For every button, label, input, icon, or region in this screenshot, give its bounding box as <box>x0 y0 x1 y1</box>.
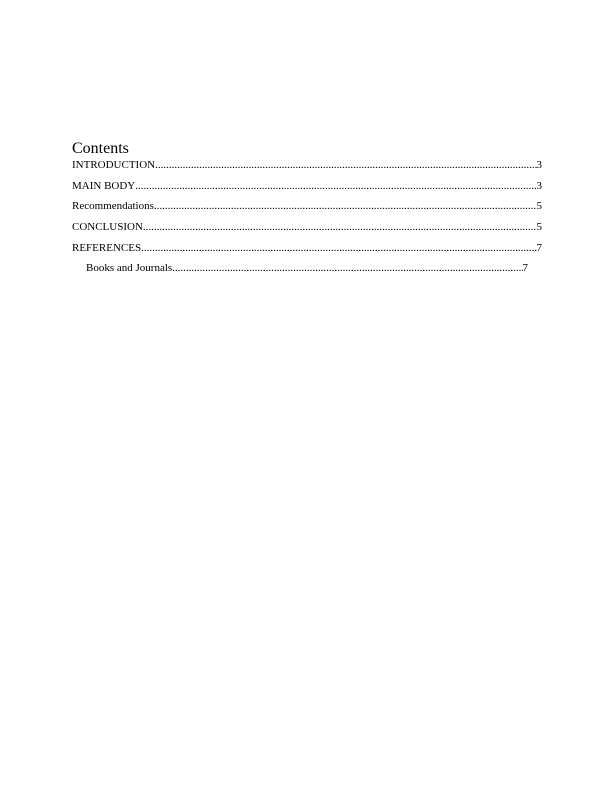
toc-entry-references[interactable] <box>72 242 542 255</box>
toc-entry-label: CONCLUSION <box>72 221 143 234</box>
toc-entry-main-body[interactable] <box>72 180 542 193</box>
toc-entry-page-number: 3 <box>536 159 542 171</box>
table-of-contents <box>72 139 542 283</box>
toc-entry-label: MAIN BODY <box>72 179 136 192</box>
toc-entry-books-and-journals[interactable] <box>72 262 542 275</box>
toc-entry-introduction[interactable] <box>72 159 542 172</box>
toc-entry-page-number: 5 <box>536 221 542 234</box>
toc-entry-recommendations[interactable] <box>72 200 542 213</box>
toc-entry-page-number: 7 <box>522 262 528 275</box>
toc-title: Contents <box>72 140 129 157</box>
toc-dot-leader <box>135 180 536 193</box>
toc-entry-conclusion[interactable] <box>72 221 542 234</box>
toc-entry-label: INTRODUCTION <box>72 159 156 171</box>
toc-entry-page-number: 7 <box>536 241 542 254</box>
toc-dot-leader <box>155 159 536 172</box>
toc-entry-label: Books and Journals <box>86 262 173 275</box>
toc-dot-leader <box>154 200 537 213</box>
toc-entries <box>72 159 542 275</box>
toc-dot-leader <box>141 242 536 255</box>
toc-entry-page-number: 5 <box>536 200 542 213</box>
toc-dot-leader <box>143 221 537 234</box>
toc-dot-leader <box>172 262 522 275</box>
toc-entry-label: REFERENCES <box>72 241 142 254</box>
toc-entry-label: Recommendations <box>72 200 154 213</box>
toc-entry-page-number: 3 <box>536 179 542 192</box>
